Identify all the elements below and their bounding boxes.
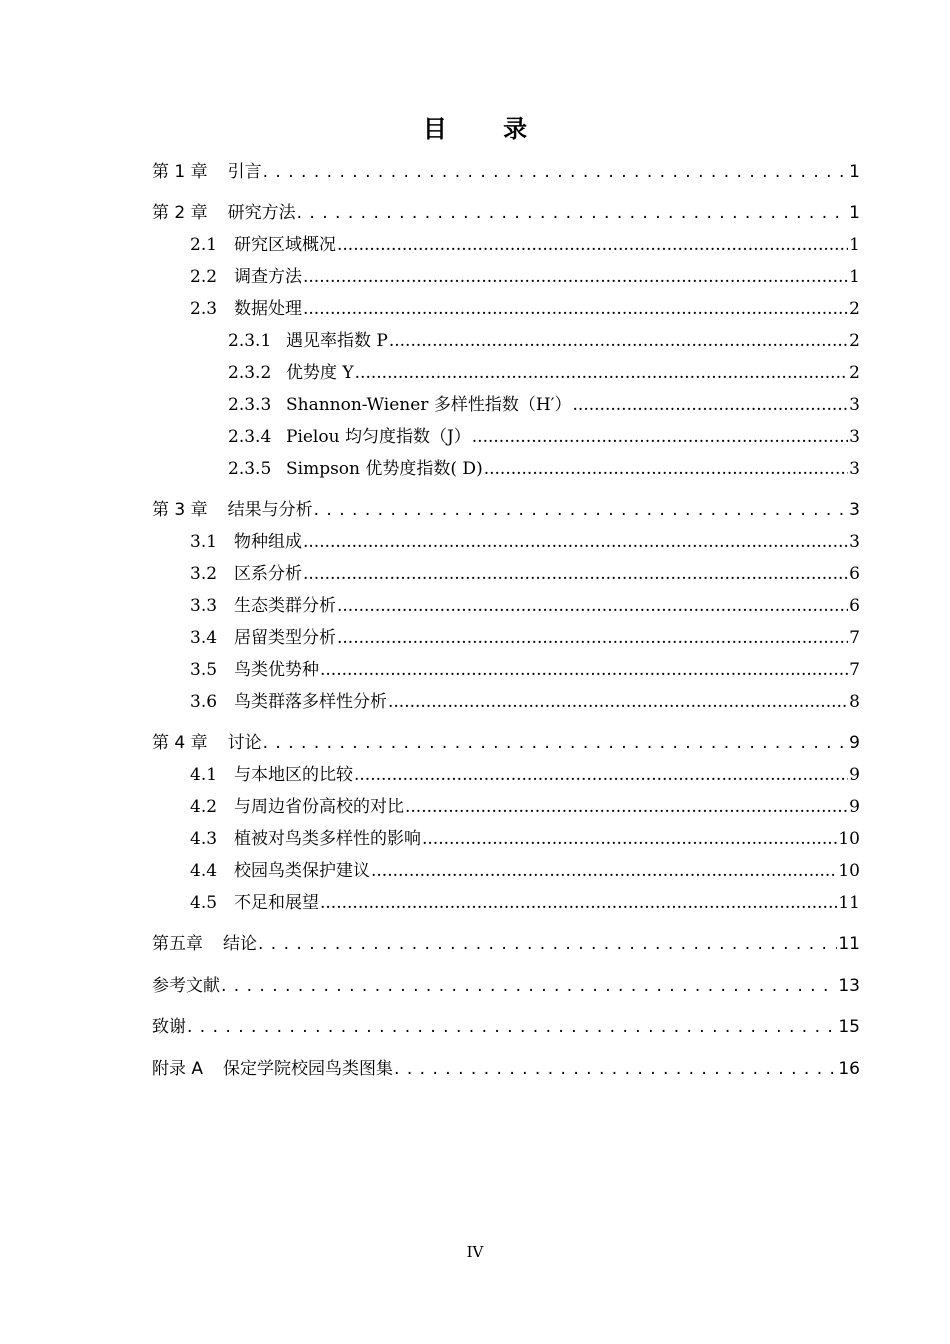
toc-page-number: 3: [849, 532, 860, 552]
dot-leader: [355, 360, 849, 386]
toc-section-4-1[interactable]: [190, 762, 860, 788]
toc-page-number: 11: [838, 893, 860, 913]
toc-page-number: 7: [849, 660, 860, 680]
toc-appendix-a[interactable]: [152, 1056, 860, 1082]
toc-number: 3.3: [190, 596, 218, 616]
dot-leader: [263, 730, 849, 756]
dot-leader: [263, 159, 849, 185]
toc-number: 3.2: [190, 564, 218, 584]
toc-title: 不足和展望: [234, 893, 319, 913]
toc-page-number: 10: [838, 861, 860, 881]
toc-title: 讨论: [227, 733, 262, 753]
toc-number: 第 1 章: [152, 162, 208, 182]
dot-leader: [221, 973, 837, 999]
toc-title: Simpson 优势度指数( D): [286, 459, 483, 479]
toc-number: 3.6: [190, 692, 218, 712]
toc-page-number: 2: [849, 331, 860, 351]
toc-page-number: 9: [849, 765, 860, 785]
toc-chapter-3[interactable]: [152, 497, 860, 523]
toc-subsection-2-3-1[interactable]: [228, 328, 860, 354]
dot-leader: [388, 689, 848, 715]
toc-page-number: 13: [838, 976, 860, 996]
dot-leader: [187, 1014, 837, 1040]
toc-number: 第五章: [152, 934, 203, 954]
toc-page-number: 1: [849, 162, 860, 182]
dot-leader: [303, 296, 848, 322]
dot-leader: [337, 232, 848, 258]
toc-number: 3.4: [190, 628, 218, 648]
toc-title: 鸟类优势种: [234, 660, 319, 680]
toc-page-number: 3: [849, 427, 860, 447]
toc-title: 研究区域概况: [234, 235, 336, 255]
toc-chapter-2[interactable]: [152, 200, 860, 226]
toc-page-number: 16: [838, 1059, 860, 1079]
dot-leader: [389, 328, 848, 354]
toc-chapter-4[interactable]: [152, 730, 860, 756]
toc-number: 2.1: [190, 235, 218, 255]
toc-page-number: 2: [849, 363, 860, 383]
toc-number: 第 2 章: [152, 203, 208, 223]
toc-number: 第 4 章: [152, 733, 208, 753]
toc-references[interactable]: [152, 973, 860, 999]
toc-title: 结论: [223, 934, 257, 954]
toc-number: 2.3.5: [228, 459, 272, 479]
dot-leader: [422, 826, 837, 852]
toc-title: 保定学院校园鸟类图集: [223, 1059, 394, 1079]
toc-title: 校园鸟类保护建议: [234, 861, 370, 881]
toc-section-3-2[interactable]: [190, 561, 860, 587]
toc-number: 第 3 章: [152, 500, 208, 520]
toc-page-number: 3: [849, 395, 860, 415]
toc-number: 4.4: [190, 861, 218, 881]
toc-page-number: 1: [849, 203, 860, 223]
toc-title: 调查方法: [234, 267, 302, 287]
toc-number: 4.1: [190, 765, 218, 785]
dot-leader: [405, 794, 848, 820]
toc-number: 4.3: [190, 829, 218, 849]
dot-leader: [303, 529, 848, 555]
toc-title: Pielou 均匀度指数（J）: [286, 427, 471, 447]
toc-title: 引言: [227, 162, 262, 182]
toc-number: 2.3.4: [228, 427, 272, 447]
toc-page-number: 3: [849, 500, 860, 520]
toc-title: 研究方法: [227, 203, 296, 223]
toc-page-number: 3: [849, 459, 860, 479]
dot-leader: [371, 858, 837, 884]
dot-leader: [472, 424, 848, 450]
toc-title: 与周边省份高校的对比: [234, 797, 404, 817]
toc-title: 与本地区的比较: [234, 765, 353, 785]
page-title: 目 录: [422, 115, 552, 143]
dot-leader: [320, 657, 848, 683]
toc-title: 数据处理: [234, 299, 302, 319]
toc-page-number: 6: [849, 564, 860, 584]
toc-subsection-2-3-5[interactable]: [228, 456, 860, 482]
toc-section-3-1[interactable]: [190, 529, 860, 555]
toc-subsection-2-3-3[interactable]: [228, 392, 860, 418]
toc-page-number: 1: [849, 235, 860, 255]
toc-number: 2.3.1: [228, 331, 272, 351]
toc-section-3-6[interactable]: [190, 689, 860, 715]
toc-section-4-3[interactable]: [190, 826, 860, 852]
toc-number: 2.2: [190, 267, 218, 287]
toc-title: 优势度 Y: [286, 363, 354, 383]
toc-title: 结果与分析: [227, 500, 313, 520]
toc-chapter-5[interactable]: [152, 931, 860, 957]
dot-leader: [258, 931, 837, 957]
dot-leader: [573, 392, 849, 418]
toc-page-number: 9: [849, 733, 860, 753]
dot-leader: [314, 497, 849, 523]
toc-title: 遇见率指数 P: [286, 331, 388, 351]
toc-section-3-5[interactable]: [190, 657, 860, 683]
toc-title: 参考文献: [152, 976, 220, 996]
toc-number: 4.5: [190, 893, 218, 913]
toc-chapter-1[interactable]: [152, 159, 860, 185]
toc-page-number: 9: [849, 797, 860, 817]
toc-title: 生态类群分析: [234, 596, 336, 616]
toc-section-2-1[interactable]: [190, 232, 860, 258]
toc-page-number: 2: [849, 299, 860, 319]
toc-number: 附录 A: [152, 1059, 204, 1079]
toc-section-4-4[interactable]: [190, 858, 860, 884]
toc-page-number: 6: [849, 596, 860, 616]
toc-page-number: 15: [838, 1017, 860, 1037]
toc-subsection-2-3-4[interactable]: [228, 424, 860, 450]
toc-number: 3.1: [190, 532, 218, 552]
toc-section-4-5[interactable]: [190, 890, 860, 916]
toc-section-3-3[interactable]: [190, 593, 860, 619]
toc-title: Shannon-Wiener 多样性指数（H′）: [286, 395, 572, 415]
toc-title: 植被对鸟类多样性的影响: [234, 829, 421, 849]
toc-title: 区系分析: [234, 564, 302, 584]
toc-page-number: 7: [849, 628, 860, 648]
dot-leader: [394, 1056, 837, 1082]
dot-leader: [337, 625, 848, 651]
dot-leader: [354, 762, 848, 788]
page-footer-number: IV: [466, 1243, 484, 1261]
toc-page-number: 10: [838, 829, 860, 849]
dot-leader: [484, 456, 848, 482]
toc-title: 居留类型分析: [234, 628, 336, 648]
toc-subsection-2-3-2[interactable]: [228, 360, 860, 386]
toc-number: 2.3.2: [228, 363, 272, 383]
dot-leader: [303, 561, 848, 587]
toc-section-3-4[interactable]: [190, 625, 860, 651]
toc-acknowledgements[interactable]: [152, 1014, 860, 1040]
toc-title: 物种组成: [234, 532, 302, 552]
dot-leader: [320, 890, 837, 916]
toc-page-number: 8: [849, 692, 860, 712]
toc-number: 2.3.3: [228, 395, 272, 415]
toc-number: 2.3: [190, 299, 218, 319]
dot-leader: [303, 264, 848, 290]
toc-page-number: 11: [838, 934, 860, 954]
toc-number: 3.5: [190, 660, 218, 680]
dot-leader: [297, 200, 849, 226]
toc-title: 鸟类群落多样性分析: [234, 692, 387, 712]
dot-leader: [337, 593, 848, 619]
toc-page-number: 1: [849, 267, 860, 287]
toc-section-4-2[interactable]: [190, 794, 860, 820]
toc-section-2-2[interactable]: [190, 264, 860, 290]
toc-title: 致谢: [152, 1017, 186, 1037]
toc-section-2-3[interactable]: [190, 296, 860, 322]
toc-number: 4.2: [190, 797, 218, 817]
